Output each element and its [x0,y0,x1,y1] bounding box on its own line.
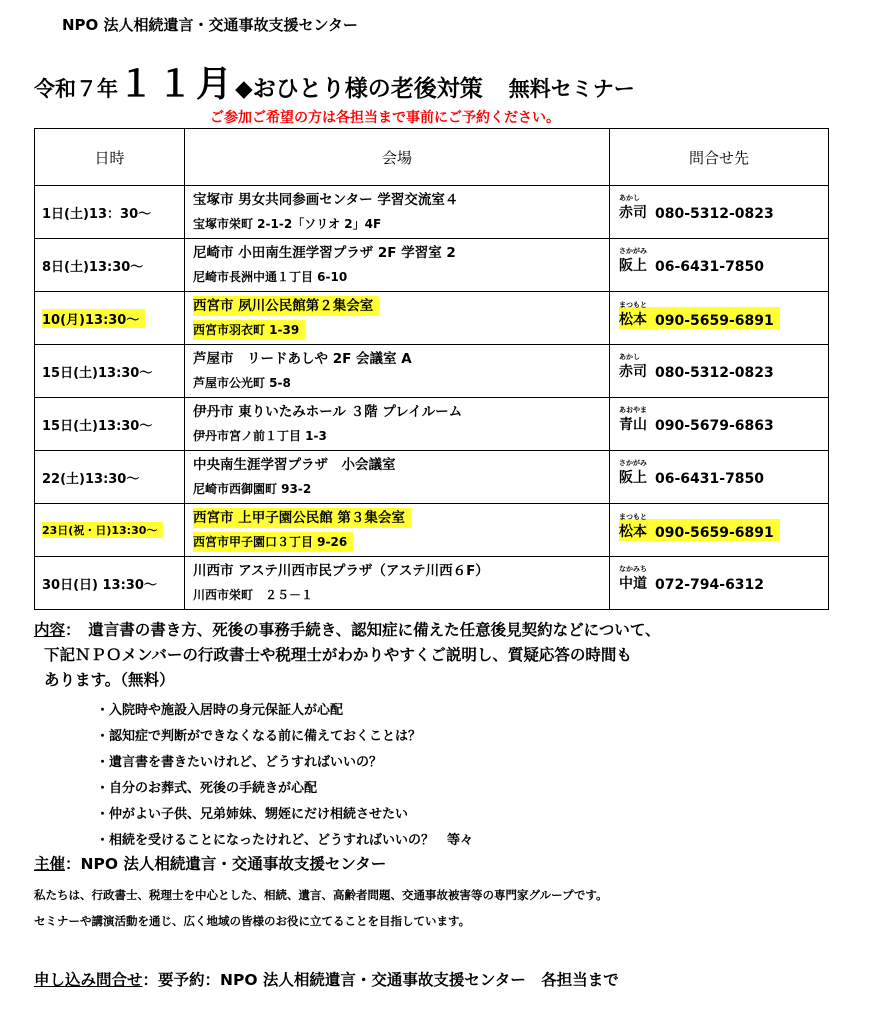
header-date: 日時 [35,129,185,186]
venue-address: 西宮市羽衣町 1-39 [193,320,305,340]
contact-phone: 072-794-6312 [655,577,765,593]
content-line-1 [34,618,854,643]
row-contact-cell [610,451,829,504]
venue-address: 芦屋市公光町 5-8 [193,376,291,390]
contact [619,513,780,541]
contact-name: 中道 [619,576,647,592]
venue-address: 尼崎市長洲中通１丁目 6-10 [193,270,348,284]
contact-phone: 090-5659-6891 [655,525,774,541]
venue-name: 中央南生涯学習プラザ 小会議室 [193,457,396,473]
page-title [34,56,635,107]
row-contact-cell [610,186,829,239]
row-date: 1日(土)13：30～ [35,186,185,239]
content-section [34,618,854,693]
contact-ruby: なかみち [619,565,647,573]
row-date: 10(月)13:30～ [42,309,145,328]
title-year: 令和７年 [34,77,118,101]
contact-name: 赤司 [619,205,647,221]
organization-header: NPO 法人相続遺言・交通事故支援センター [62,16,358,34]
contact-name: 青山 [619,417,647,433]
concern-list [96,698,473,854]
schedule-table [34,128,829,610]
apply-label: 申し込み問合せ [34,971,143,989]
row-venue-cell [185,504,610,557]
table-row [35,292,829,345]
venue-name: 尼崎市 小田南生涯学習プラザ 2F 学習室 2 [193,245,456,261]
contact-ruby: あかし [619,194,640,202]
contact [619,406,828,434]
venue-name-wrap [193,296,609,316]
venue-name-wrap [193,508,609,528]
row-date: 30日(日) 13:30～ [35,557,185,610]
contact-name-wrap [619,194,647,222]
organization-description [34,882,608,934]
row-venue-cell [185,239,610,292]
row-venue-cell [185,292,610,345]
reservation-notice: ご参加ご希望の方は各担当まで事前にご予約ください。 [210,110,560,126]
row-date: 23日(祝・日)13:30～ [42,522,163,538]
venue-address: 尼崎市西御園町 93-2 [193,482,312,496]
description-line-2: セミナーや講演活動を通じ、広く地域の皆様のお役に立てることを目指しています。 [34,914,471,928]
venue-name: 川西市 アステ川西市民プラザ（アステ川西６F） [193,563,489,579]
table-row [35,239,829,292]
contact [619,301,780,329]
row-date: 15日(土)13:30～ [35,345,185,398]
venue-address: 川西市栄町 ２５－１ [193,588,314,602]
row-contact-cell [610,398,829,451]
row-contact-cell [610,504,829,557]
venue-name: 西宮市 夙川公民館第２集会室 [193,296,379,316]
contact-phone: 090-5679-6863 [655,418,774,434]
row-contact-cell [610,239,829,292]
contact-phone: 080-5312-0823 [655,206,774,222]
contact-name-wrap [619,353,647,381]
row-venue-cell [185,398,610,451]
venue-address: 西宮市甲子園口３丁目 9-26 [193,532,353,552]
row-date-cell [35,292,185,345]
contact-ruby: さかがみ [619,247,647,255]
contact-name: 松本 [619,524,647,540]
row-venue-cell [185,557,610,610]
contact-ruby: さかがみ [619,459,647,467]
row-date: 15日(土)13:30～ [35,398,185,451]
table-header-row [35,129,829,186]
content-text-1: ： 遺言書の書き方、死後の事務手続き、認知症に備えた任意後見契約などについて、 [65,621,661,639]
contact-phone: 06-6431-7850 [655,471,765,487]
table-row [35,186,829,239]
table-row [35,451,829,504]
list-item: ・相続を受けることになったけれど、どうすればいいの？ 等々 [96,833,474,848]
row-contact-cell [610,345,829,398]
venue-name: 伊丹市 東りいたみホール ３階 プレイルーム [193,404,463,420]
contact [619,353,828,381]
contact-name-wrap [619,301,647,329]
row-venue-cell [185,451,610,504]
header-venue: 会場 [185,129,610,186]
contact-name-wrap [619,406,647,434]
row-contact-cell [610,557,829,610]
host-label: 主催 [34,855,66,873]
venue-name: 宝塚市 男女共同参画センター 学習交流室４ [193,192,459,208]
venue-name: 西宮市 上甲子園公民館 第３集会室 [193,508,411,528]
contact-name-wrap [619,565,647,593]
contact-phone: 080-5312-0823 [655,365,774,381]
application-line [34,968,619,990]
venue-address-wrap [193,320,609,340]
host-line [34,852,386,874]
row-contact-cell [610,292,829,345]
title-main: ◆おひとり様の老後対策 [235,76,483,102]
list-item: ・入院時や施設入居時の身元保証人が心配 [96,703,344,718]
contact [619,459,828,487]
contact-ruby: あかし [619,353,640,361]
table-row [35,557,829,610]
contact-name: 松本 [619,312,647,328]
title-free-seminar: 無料セミナー [508,77,635,101]
header-contact: 問合せ先 [610,129,829,186]
venue-address: 伊丹市宮ノ前１丁目 1-3 [193,429,327,443]
list-item: ・遺言書を書きたいけれど、どうすればいいの？ [96,755,383,770]
contact [619,565,828,593]
venue-address: 宝塚市栄町 2-1-2「ソリオ 2」4F [193,217,382,231]
row-venue-cell [185,345,610,398]
row-date: 8日(土)13:30～ [35,239,185,292]
content-text-2: 下記ＮＰＯメンバーの行政書士や税理士がわかりやすくご説明し、質疑応答の時間も [44,646,632,664]
contact-name: 阪上 [619,258,647,274]
venue-address-wrap [193,532,609,552]
contact-name: 阪上 [619,470,647,486]
title-month: １１月 [118,64,236,105]
list-item: ・自分のお葬式、死後の手続きが心配 [96,781,318,796]
apply-text: ：要予約：NPO 法人相続遺言・交通事故支援センター 各担当まで [142,971,619,989]
content-text-3: あります。（無料） [44,671,175,689]
row-date-cell [35,504,185,557]
row-date: 22(土)13:30～ [35,451,185,504]
contact-phone: 090-5659-6891 [655,313,774,329]
venue-name: 芦屋市 リードあしや 2F 会議室 A [193,351,412,367]
contact-name-wrap [619,459,647,487]
contact-name-wrap [619,247,647,275]
contact [619,247,828,275]
table-row [35,398,829,451]
contact-ruby: まつもと [619,513,647,521]
list-item: ・認知症で判断ができなくなる前に備えておくことは？ [96,729,422,744]
description-line-1: 私たちは、行政書士、税理士を中心とした、相続、遺言、高齢者問題、交通事故被害等の専門家グループです。 [34,888,608,902]
contact-ruby: あおやま [619,406,647,414]
host-text: ：NPO 法人相続遺言・交通事故支援センター [65,855,387,873]
contact [619,194,828,222]
table-row [35,345,829,398]
row-venue-cell [185,186,610,239]
content-label: 内容 [34,621,66,639]
contact-phone: 06-6431-7850 [655,259,765,275]
contact-name-wrap [619,513,647,541]
list-item: ・仲がよい子供、兄弟姉妹、甥姪にだけ相続させたい [96,807,409,822]
contact-name: 赤司 [619,364,647,380]
table-row [35,504,829,557]
contact-ruby: まつもと [619,301,647,309]
